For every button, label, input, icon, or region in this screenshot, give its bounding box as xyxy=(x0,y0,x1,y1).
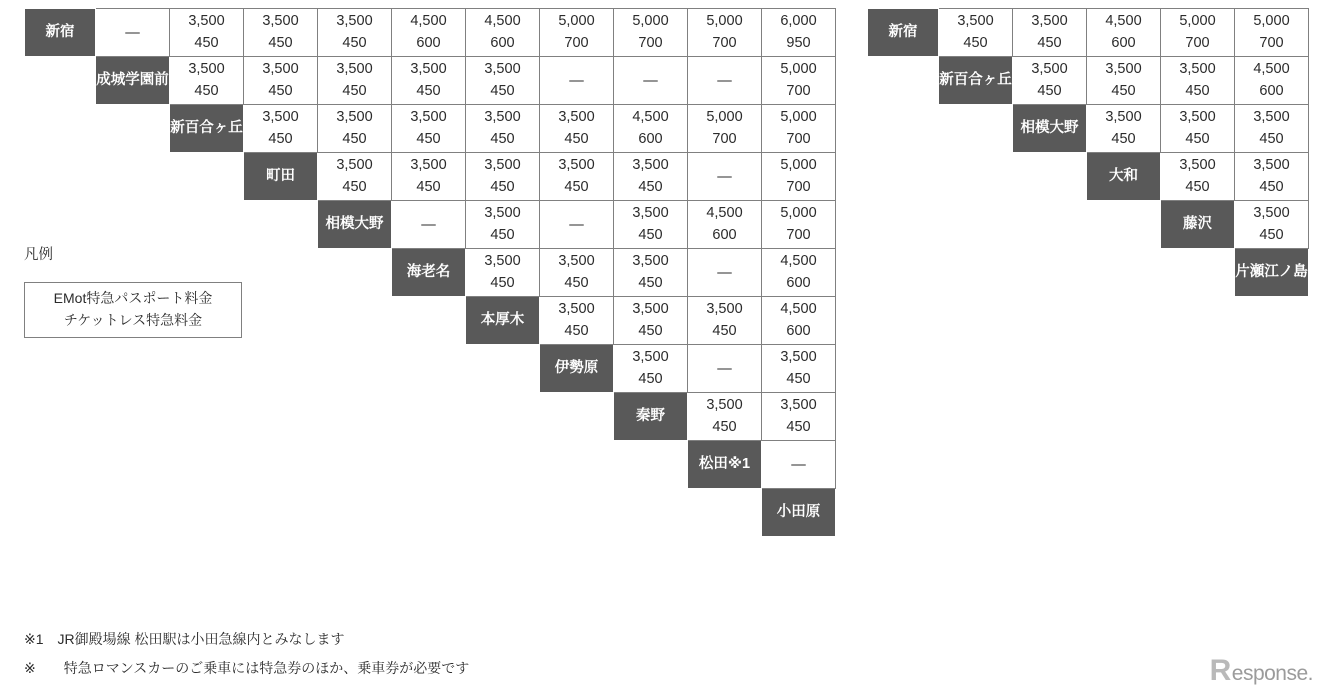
fare-emot-passport: 3,500 xyxy=(1179,109,1216,126)
fare-ticketless: 600 xyxy=(416,34,441,51)
matrix-spacer-cell xyxy=(868,153,939,201)
fare-cell xyxy=(939,9,1013,57)
fare-emot-passport: 5,000 xyxy=(780,61,817,78)
matrix-spacer-cell xyxy=(96,441,170,489)
matrix-spacer-cell xyxy=(392,489,466,537)
fare-cell xyxy=(762,249,836,297)
fare-cell-unavailable: — xyxy=(688,57,762,105)
fare-cell xyxy=(614,105,688,153)
fare-emot-passport: 5,000 xyxy=(558,13,595,30)
matrix-row xyxy=(868,153,1309,201)
fare-cell xyxy=(540,249,614,297)
fare-ticketless: 450 xyxy=(1185,178,1210,195)
matrix-spacer-cell xyxy=(392,345,466,393)
matrix-spacer-cell xyxy=(25,393,96,441)
fare-cell-unavailable: — xyxy=(688,153,762,201)
fare-emot-passport: 5,000 xyxy=(780,109,817,126)
station-header-cell: 新宿 xyxy=(868,9,939,57)
matrix-spacer-cell xyxy=(318,249,392,297)
matrix-spacer-cell xyxy=(170,489,244,537)
fare-emot-passport: 4,500 xyxy=(632,109,669,126)
fare-ticketless: 450 xyxy=(490,274,515,291)
legend-line-emot: EMot特急パスポート料金 xyxy=(53,290,213,307)
fare-cell xyxy=(688,297,762,345)
fare-emot-passport: 3,500 xyxy=(484,157,521,174)
matrix-row xyxy=(25,9,836,57)
fare-ticketless: 450 xyxy=(1185,82,1210,99)
matrix-spacer-cell xyxy=(25,345,96,393)
fare-emot-passport: 3,500 xyxy=(484,61,521,78)
fare-cell xyxy=(762,9,836,57)
fare-emot-passport: 4,500 xyxy=(1105,13,1142,30)
matrix-spacer-cell xyxy=(170,153,244,201)
legend-title: 凡例 xyxy=(24,247,53,263)
fare-cell xyxy=(762,153,836,201)
fare-emot-passport: 3,500 xyxy=(632,349,669,366)
odakyu-fare-matrix-main xyxy=(24,8,836,537)
fare-emot-passport: 3,500 xyxy=(632,157,669,174)
fare-ticketless: 700 xyxy=(786,130,811,147)
logo-mark: R xyxy=(1209,654,1231,687)
fare-ticketless: 450 xyxy=(342,82,367,99)
fare-emot-passport: 3,500 xyxy=(484,253,521,270)
fare-emot-passport: 3,500 xyxy=(632,205,669,222)
fare-ticketless: 700 xyxy=(1185,34,1210,51)
fare-cell xyxy=(318,153,392,201)
fare-cell xyxy=(244,57,318,105)
fare-ticketless: 450 xyxy=(490,226,515,243)
matrix-spacer-cell xyxy=(868,249,939,297)
station-header-cell: 新百合ヶ丘 xyxy=(939,57,1013,105)
matrix-spacer-cell xyxy=(466,345,540,393)
fare-ticketless: 700 xyxy=(712,130,737,147)
fare-emot-passport: 5,000 xyxy=(706,109,743,126)
fare-emot-passport: 3,500 xyxy=(706,397,743,414)
fare-ticketless: 450 xyxy=(638,178,663,195)
fare-emot-passport: 5,000 xyxy=(632,13,669,30)
fare-cell xyxy=(318,57,392,105)
matrix-row xyxy=(868,9,1309,57)
fare-ticketless: 700 xyxy=(786,226,811,243)
fare-ticketless: 450 xyxy=(1185,130,1210,147)
station-header-cell: 相模大野 xyxy=(318,201,392,249)
station-header-cell: 相模大野 xyxy=(1013,105,1087,153)
matrix-spacer-cell xyxy=(96,105,170,153)
matrix-spacer-cell xyxy=(170,201,244,249)
fare-ticketless: 600 xyxy=(786,322,811,339)
matrix-spacer-cell xyxy=(170,441,244,489)
station-header-cell: 海老名 xyxy=(392,249,466,297)
matrix-spacer-cell xyxy=(318,345,392,393)
fare-emot-passport: 3,500 xyxy=(484,205,521,222)
matrix-spacer-cell xyxy=(1013,201,1087,249)
fare-emot-passport: 4,500 xyxy=(706,205,743,222)
matrix-spacer-cell xyxy=(25,153,96,201)
fare-ticketless: 450 xyxy=(1111,82,1136,99)
fare-cell xyxy=(318,105,392,153)
station-header-cell: 秦野 xyxy=(614,393,688,441)
fare-ticketless: 450 xyxy=(1259,226,1284,243)
fare-cell xyxy=(170,9,244,57)
fare-emot-passport: 3,500 xyxy=(410,61,447,78)
fare-emot-passport: 5,000 xyxy=(780,157,817,174)
fare-emot-passport: 3,500 xyxy=(336,61,373,78)
matrix-spacer-cell xyxy=(170,393,244,441)
station-header-cell: 新宿 xyxy=(25,9,96,57)
fare-ticketless: 450 xyxy=(342,178,367,195)
fare-cell xyxy=(762,201,836,249)
fare-cell xyxy=(1235,57,1309,105)
fare-emot-passport: 6,000 xyxy=(780,13,817,30)
fare-cell xyxy=(466,9,540,57)
station-header-cell: 片瀬江ノ島 xyxy=(1235,249,1309,297)
matrix-row xyxy=(25,153,836,201)
station-header-cell: 新百合ヶ丘 xyxy=(170,105,244,153)
fare-ticketless: 700 xyxy=(786,82,811,99)
fare-cell xyxy=(1235,105,1309,153)
fare-emot-passport: 3,500 xyxy=(1105,109,1142,126)
fare-ticketless: 450 xyxy=(268,82,293,99)
response-logo xyxy=(1210,656,1313,686)
fare-emot-passport: 4,500 xyxy=(780,253,817,270)
fare-emot-passport: 3,500 xyxy=(336,109,373,126)
fare-ticketless: 450 xyxy=(1037,82,1062,99)
fare-cell-unavailable: — xyxy=(392,201,466,249)
fare-ticketless: 450 xyxy=(342,34,367,51)
fare-emot-passport: 3,500 xyxy=(1179,157,1216,174)
fare-ticketless: 450 xyxy=(416,178,441,195)
fare-cell xyxy=(1235,153,1309,201)
matrix-spacer-cell xyxy=(1013,249,1087,297)
fare-emot-passport: 5,000 xyxy=(1179,13,1216,30)
matrix-spacer-cell xyxy=(25,489,96,537)
fare-emot-passport: 3,500 xyxy=(188,13,225,30)
fare-cell xyxy=(688,393,762,441)
fare-cell-unavailable: — xyxy=(540,201,614,249)
matrix-spacer-cell xyxy=(392,393,466,441)
fare-ticketless: 450 xyxy=(564,178,589,195)
fare-cell xyxy=(1087,105,1161,153)
fare-emot-passport: 3,500 xyxy=(706,301,743,318)
fare-ticketless: 450 xyxy=(786,418,811,435)
matrix-row xyxy=(25,489,836,537)
matrix-spacer-cell xyxy=(466,441,540,489)
fare-ticketless: 450 xyxy=(194,82,219,99)
fare-ticketless: 450 xyxy=(1259,130,1284,147)
station-header-cell: 伊勢原 xyxy=(540,345,614,393)
fare-cell-unavailable: — xyxy=(688,345,762,393)
fare-emot-passport: 3,500 xyxy=(1031,61,1068,78)
fare-ticketless: 450 xyxy=(564,274,589,291)
matrix-spacer-cell xyxy=(170,345,244,393)
fare-cell xyxy=(392,9,466,57)
fare-cell xyxy=(1161,57,1235,105)
fare-cell xyxy=(688,201,762,249)
matrix-spacer-cell xyxy=(96,201,170,249)
matrix-spacer-cell xyxy=(96,393,170,441)
matrix-spacer-cell xyxy=(96,345,170,393)
fare-cell xyxy=(614,201,688,249)
fare-cell xyxy=(1235,9,1309,57)
fare-cell xyxy=(1161,9,1235,57)
fare-cell xyxy=(244,105,318,153)
matrix-spacer-cell xyxy=(318,393,392,441)
matrix-spacer-cell xyxy=(466,489,540,537)
fare-cell xyxy=(392,105,466,153)
matrix-row xyxy=(868,249,1309,297)
matrix-spacer-cell xyxy=(1013,153,1087,201)
fare-emot-passport: 3,500 xyxy=(262,61,299,78)
matrix-spacer-cell xyxy=(25,105,96,153)
fare-ticketless: 950 xyxy=(786,34,811,51)
matrix-spacer-cell xyxy=(96,489,170,537)
matrix-spacer-cell xyxy=(1087,249,1161,297)
fare-ticketless: 700 xyxy=(712,34,737,51)
fare-cell xyxy=(762,297,836,345)
footnote-2: ※ 特急ロマンスカーのご乗車には特急券のほか、乗車券が必要です xyxy=(24,659,470,676)
fare-ticketless: 450 xyxy=(564,130,589,147)
fare-cell-unavailable: — xyxy=(762,441,836,489)
fare-cell xyxy=(540,153,614,201)
fare-ticketless: 700 xyxy=(638,34,663,51)
fare-cell xyxy=(688,105,762,153)
matrix-spacer-cell xyxy=(244,393,318,441)
fare-cell xyxy=(466,153,540,201)
matrix-spacer-cell xyxy=(244,441,318,489)
fare-cell xyxy=(244,9,318,57)
fare-emot-passport: 3,500 xyxy=(558,109,595,126)
matrix-spacer-cell xyxy=(318,297,392,345)
matrix-spacer-cell xyxy=(939,249,1013,297)
matrix-spacer-cell xyxy=(688,489,762,537)
fare-emot-passport: 3,500 xyxy=(957,13,994,30)
fare-cell xyxy=(466,105,540,153)
matrix-spacer-cell xyxy=(540,441,614,489)
fare-emot-passport: 3,500 xyxy=(188,61,225,78)
fare-emot-passport: 3,500 xyxy=(780,397,817,414)
station-header-cell: 成城学園前 xyxy=(96,57,170,105)
fare-emot-passport: 3,500 xyxy=(336,157,373,174)
fare-cell xyxy=(466,249,540,297)
matrix-spacer-cell xyxy=(1161,249,1235,297)
fare-emot-passport: 3,500 xyxy=(410,109,447,126)
fare-ticketless: 450 xyxy=(638,274,663,291)
fare-cell xyxy=(1013,57,1087,105)
matrix-spacer-cell xyxy=(244,297,318,345)
fare-ticketless: 600 xyxy=(490,34,515,51)
matrix-spacer-cell xyxy=(392,297,466,345)
fare-cell xyxy=(688,9,762,57)
fare-emot-passport: 3,500 xyxy=(558,157,595,174)
fare-emot-passport: 3,500 xyxy=(558,301,595,318)
fare-emot-passport: 5,000 xyxy=(780,205,817,222)
fare-emot-passport: 4,500 xyxy=(1253,61,1290,78)
fare-emot-passport: 3,500 xyxy=(1253,157,1290,174)
fare-cell xyxy=(614,153,688,201)
station-header-cell: 町田 xyxy=(244,153,318,201)
fare-cell xyxy=(540,9,614,57)
fare-ticketless: 450 xyxy=(712,418,737,435)
station-header-cell: 大和 xyxy=(1087,153,1161,201)
fare-ticketless: 450 xyxy=(1111,130,1136,147)
matrix-spacer-cell xyxy=(868,105,939,153)
fare-ticketless: 450 xyxy=(268,130,293,147)
matrix-spacer-cell xyxy=(868,201,939,249)
fare-emot-passport: 3,500 xyxy=(1179,61,1216,78)
fare-emot-passport: 3,500 xyxy=(1105,61,1142,78)
fare-cell xyxy=(614,297,688,345)
fare-emot-passport: 3,500 xyxy=(336,13,373,30)
fare-ticketless: 600 xyxy=(638,130,663,147)
fare-emot-passport: 3,500 xyxy=(484,109,521,126)
fare-ticketless: 450 xyxy=(1259,178,1284,195)
fare-emot-passport: 5,000 xyxy=(1253,13,1290,30)
matrix-spacer-cell xyxy=(939,201,1013,249)
matrix-spacer-cell xyxy=(25,57,96,105)
fare-cell xyxy=(762,345,836,393)
fare-cell xyxy=(1235,201,1309,249)
matrix-spacer-cell xyxy=(939,153,1013,201)
matrix-row xyxy=(868,105,1309,153)
fare-emot-passport: 3,500 xyxy=(632,301,669,318)
fare-cell-unavailable: — xyxy=(614,57,688,105)
fare-cell xyxy=(762,105,836,153)
fare-cell xyxy=(614,345,688,393)
matrix-spacer-cell xyxy=(244,345,318,393)
matrix-spacer-cell xyxy=(939,105,1013,153)
fare-ticketless: 600 xyxy=(1111,34,1136,51)
matrix-row xyxy=(25,201,836,249)
logo-text: esponse. xyxy=(1231,662,1313,685)
fare-cell-unavailable: — xyxy=(688,249,762,297)
station-header-cell: 本厚木 xyxy=(466,297,540,345)
fare-ticketless: 450 xyxy=(638,322,663,339)
matrix-spacer-cell xyxy=(318,441,392,489)
fare-cell xyxy=(392,153,466,201)
odakyu-fare-matrix-enoshima xyxy=(867,8,1309,297)
matrix-row xyxy=(25,105,836,153)
fare-ticketless: 450 xyxy=(416,130,441,147)
fare-cell xyxy=(1161,105,1235,153)
fare-emot-passport: 3,500 xyxy=(558,253,595,270)
matrix-spacer-cell xyxy=(540,489,614,537)
fare-cell-unavailable: — xyxy=(96,9,170,57)
matrix-spacer-cell xyxy=(614,489,688,537)
fare-cell-unavailable: — xyxy=(540,57,614,105)
legend-box xyxy=(24,282,242,338)
fare-cell xyxy=(1087,9,1161,57)
fare-ticketless: 450 xyxy=(712,322,737,339)
fare-emot-passport: 3,500 xyxy=(1253,109,1290,126)
fare-ticketless: 450 xyxy=(638,226,663,243)
fare-emot-passport: 3,500 xyxy=(410,157,447,174)
station-header-cell: 小田原 xyxy=(762,489,836,537)
fare-cell xyxy=(540,297,614,345)
fare-ticketless: 700 xyxy=(786,178,811,195)
fare-ticketless: 600 xyxy=(712,226,737,243)
fare-ticketless: 600 xyxy=(786,274,811,291)
fare-ticketless: 450 xyxy=(268,34,293,51)
fare-cell xyxy=(170,57,244,105)
fare-ticketless: 450 xyxy=(490,82,515,99)
fare-cell xyxy=(614,9,688,57)
matrix-row xyxy=(868,201,1309,249)
fare-ticketless: 450 xyxy=(963,34,988,51)
fare-cell xyxy=(540,105,614,153)
matrix-row xyxy=(25,345,836,393)
fare-cell xyxy=(466,201,540,249)
fare-ticketless: 450 xyxy=(638,370,663,387)
fare-emot-passport: 4,500 xyxy=(780,301,817,318)
fare-ticketless: 600 xyxy=(1259,82,1284,99)
matrix-spacer-cell xyxy=(25,441,96,489)
fare-ticketless: 700 xyxy=(1259,34,1284,51)
matrix-spacer-cell xyxy=(540,393,614,441)
fare-ticketless: 450 xyxy=(490,130,515,147)
legend-line-ticketless: チケットレス特急料金 xyxy=(63,312,203,328)
footnote-1: ※1 JR御殿場線 松田駅は小田急線内とみなします xyxy=(24,631,345,647)
station-header-cell: 藤沢 xyxy=(1161,201,1235,249)
fare-cell xyxy=(1087,57,1161,105)
matrix-spacer-cell xyxy=(25,201,96,249)
fare-emot-passport: 3,500 xyxy=(1253,205,1290,222)
fare-cell xyxy=(614,249,688,297)
fare-ticketless: 450 xyxy=(564,322,589,339)
fare-ticketless: 450 xyxy=(490,178,515,195)
matrix-spacer-cell xyxy=(244,489,318,537)
fare-cell xyxy=(466,57,540,105)
fare-ticketless: 450 xyxy=(786,370,811,387)
fare-emot-passport: 4,500 xyxy=(410,13,447,30)
fare-cell xyxy=(762,393,836,441)
matrix-row xyxy=(25,57,836,105)
matrix-spacer-cell xyxy=(96,153,170,201)
matrix-row xyxy=(25,393,836,441)
footnotes xyxy=(24,625,469,682)
fare-ticketless: 450 xyxy=(416,82,441,99)
matrix-spacer-cell xyxy=(1087,201,1161,249)
matrix-spacer-cell xyxy=(392,441,466,489)
matrix-spacer-cell xyxy=(318,489,392,537)
fare-ticketless: 450 xyxy=(194,34,219,51)
fare-emot-passport: 5,000 xyxy=(706,13,743,30)
matrix-row xyxy=(868,57,1309,105)
fare-emot-passport: 3,500 xyxy=(1031,13,1068,30)
fare-ticketless: 450 xyxy=(342,130,367,147)
fare-ticketless: 450 xyxy=(1037,34,1062,51)
fare-cell xyxy=(1013,9,1087,57)
fare-emot-passport: 3,500 xyxy=(262,13,299,30)
fare-emot-passport: 3,500 xyxy=(262,109,299,126)
fare-ticketless: 700 xyxy=(564,34,589,51)
matrix-spacer-cell xyxy=(614,441,688,489)
matrix-spacer-cell xyxy=(244,201,318,249)
matrix-spacer-cell xyxy=(244,249,318,297)
station-header-cell: 松田※1 xyxy=(688,441,762,489)
fare-emot-passport: 3,500 xyxy=(780,349,817,366)
matrix-spacer-cell xyxy=(466,393,540,441)
fare-cell xyxy=(1161,153,1235,201)
fare-emot-passport: 4,500 xyxy=(484,13,521,30)
fare-cell xyxy=(318,9,392,57)
matrix-spacer-cell xyxy=(868,57,939,105)
fare-cell xyxy=(392,57,466,105)
fare-emot-passport: 3,500 xyxy=(632,253,669,270)
matrix-row xyxy=(25,441,836,489)
fare-cell xyxy=(762,57,836,105)
